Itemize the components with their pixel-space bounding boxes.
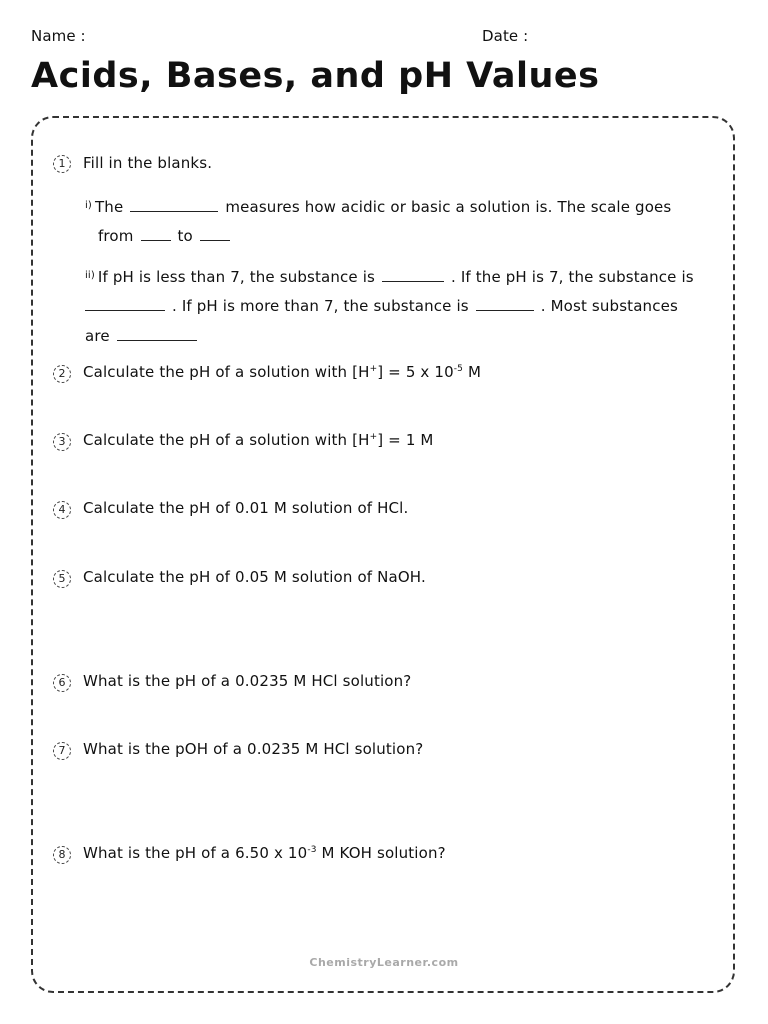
footer-credit: ChemistryLearner.com: [309, 956, 459, 969]
question-number-1: 1: [53, 155, 71, 173]
question-2-text-before: Calculate the pH of a solution with [H: [83, 363, 370, 381]
date-label: Date :: [482, 27, 529, 45]
question-1-part-i-line-1: [85, 198, 671, 216]
blank-field[interactable]: [85, 297, 165, 311]
part-ii-segment-5: are: [85, 327, 110, 345]
question-1-part-i-line-2: [98, 227, 237, 245]
question-8-text: [83, 844, 446, 862]
question-1-text: Fill in the blanks.: [83, 154, 213, 172]
question-8-text-after: M KOH solution?: [316, 844, 446, 862]
question-1-part-ii-line-3: [85, 327, 204, 345]
question-3-text-after: ] = 1 M: [377, 431, 434, 449]
question-2-text-middle: ] = 5 x 10: [377, 363, 454, 381]
question-number-3: 3: [53, 433, 71, 451]
part-i-numeral: i): [85, 200, 92, 211]
blank-field[interactable]: [117, 327, 197, 341]
question-number-2: 2: [53, 365, 71, 383]
question-3-text-before: Calculate the pH of a solution with [H: [83, 431, 370, 449]
question-2-exponent: -5: [453, 364, 464, 374]
part-i-segment-2: measures how acidic or basic a solution is. The scale goes: [225, 198, 672, 216]
blank-field[interactable]: [200, 227, 230, 241]
question-2-text: [83, 363, 481, 381]
question-3-text: [83, 431, 434, 449]
question-6-text: What is the pH of a 0.0235 M HCl solution?: [83, 672, 412, 690]
part-ii-numeral: ii): [85, 270, 95, 281]
question-7-text: What is the pOH of a 0.0235 M HCl solution?: [83, 740, 424, 758]
question-number-6: 6: [53, 674, 71, 692]
question-3-sup-plus: +: [369, 432, 378, 442]
blank-field[interactable]: [382, 268, 444, 282]
question-number-8: 8: [53, 846, 71, 864]
blank-field[interactable]: [476, 297, 534, 311]
question-1-part-ii-line-2: [78, 297, 678, 315]
blank-field[interactable]: [141, 227, 171, 241]
question-1-part-ii-line-1: [85, 268, 694, 286]
question-2-sup-plus: +: [369, 364, 378, 374]
question-8-exponent: -3: [307, 845, 317, 855]
question-number-5: 5: [53, 570, 71, 588]
question-8-text-before: What is the pH of a 6.50 x 10: [83, 844, 308, 862]
part-i-segment-1: The: [94, 198, 124, 216]
question-5-text: Calculate the pH of 0.05 M solution of NaOH.: [83, 568, 426, 586]
part-ii-segment-1: If pH is less than 7, the substance is: [97, 268, 375, 286]
page-title: Acids, Bases, and pH Values: [31, 56, 600, 96]
part-i-segment-3: from: [98, 227, 134, 245]
question-2-text-after: M: [463, 363, 482, 381]
part-i-segment-4: to: [177, 227, 193, 245]
question-number-7: 7: [53, 742, 71, 760]
question-number-4: 4: [53, 501, 71, 519]
question-4-text: Calculate the pH of 0.01 M solution of HCl.: [83, 499, 409, 517]
blank-field[interactable]: [130, 198, 218, 212]
name-label: Name :: [31, 27, 86, 45]
part-ii-segment-2: . If the pH is 7, the substance is: [451, 268, 694, 286]
part-ii-segment-3: . If pH is more than 7, the substance is: [172, 297, 469, 315]
part-ii-segment-4: . Most substances: [540, 297, 678, 315]
